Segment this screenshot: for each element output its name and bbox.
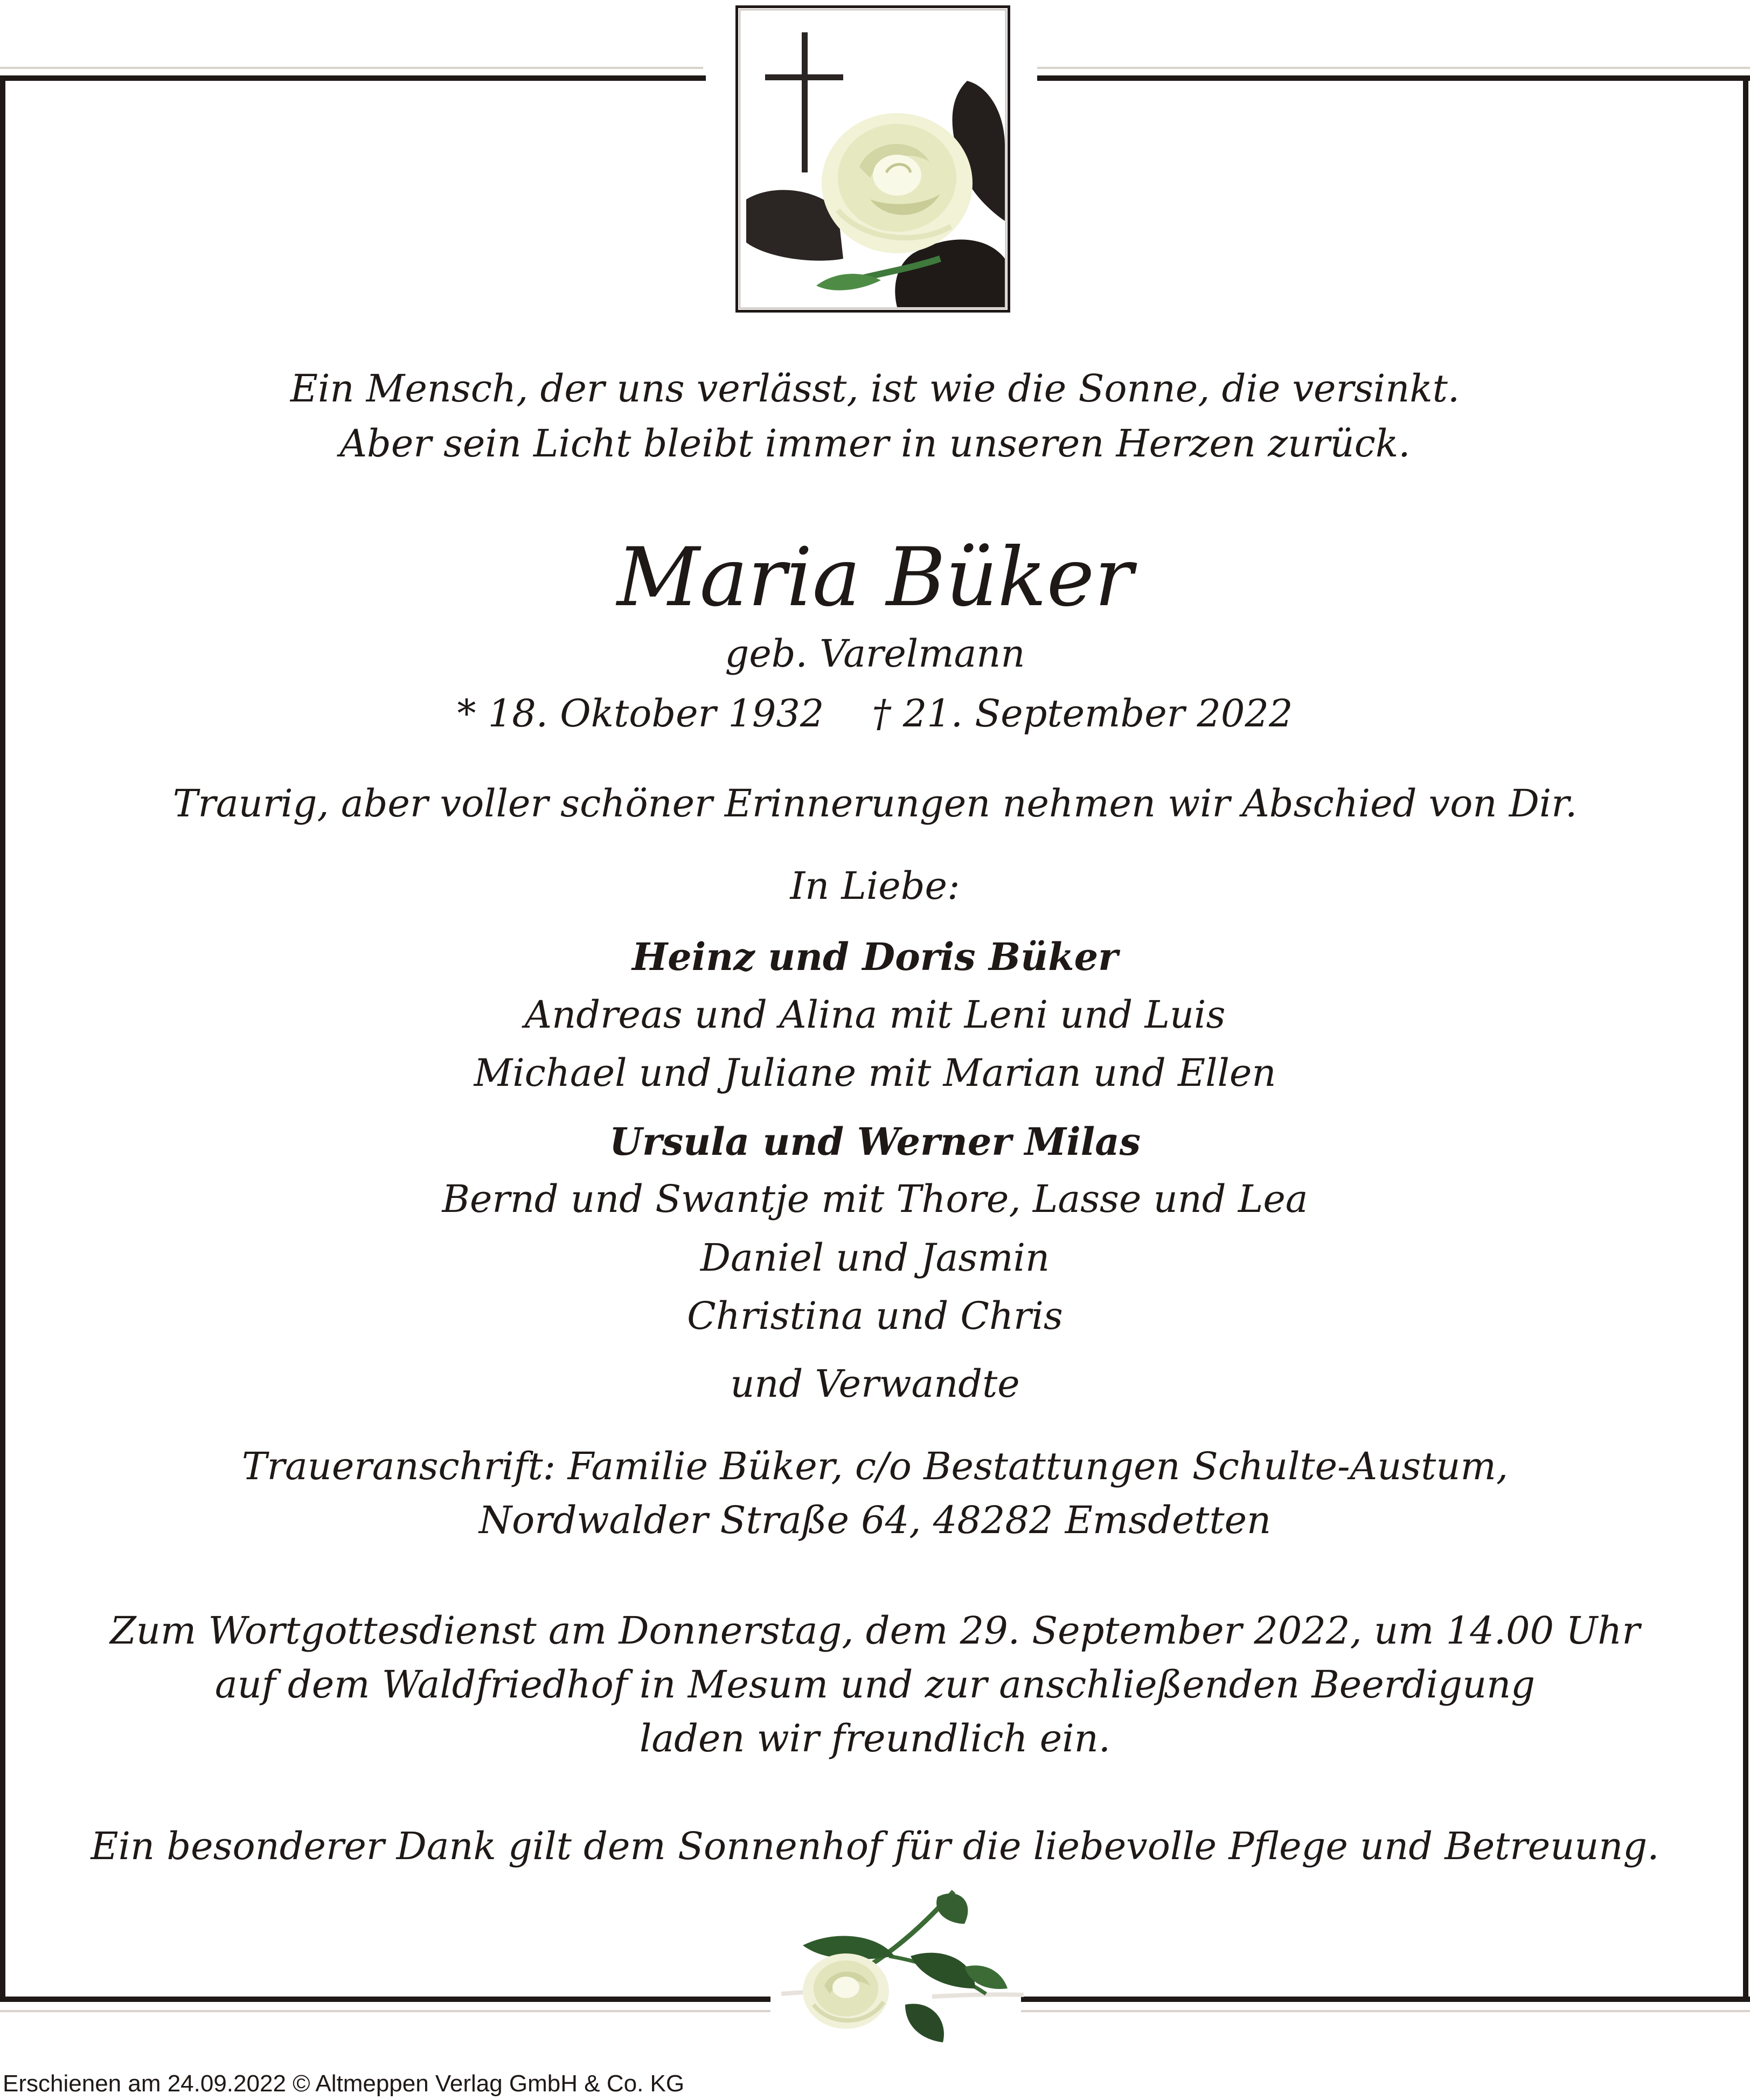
deceased-name: Maria Büker (616, 531, 1133, 625)
family-member: Andreas und Alina mit Leni und Luis (524, 993, 1226, 1037)
service-line-1: Zum Wortgottesdienst am Donnerstag, dem 29. September 2022, um 14.00 Uhr (110, 1609, 1640, 1653)
life-dates: * 18. Oktober 1932 † 21. September 2022 (457, 691, 1293, 736)
frame-bottom-left (0, 1997, 770, 2002)
address-line-1: Traueranschrift: Familie Büker, c/o Bestattungen Schulte-Austum, (241, 1444, 1509, 1488)
birth-name: geb. Varelmann (725, 632, 1025, 676)
frame-bottom-right (1021, 1997, 1750, 2002)
in-love-label: In Liebe: (790, 864, 960, 908)
frame-shadow-bottom-left (0, 2010, 770, 2012)
relatives-text: und Verwandte (730, 1362, 1020, 1406)
frame-left (0, 75, 5, 2002)
frame-shadow-top-left (0, 67, 703, 69)
farewell-text: Traurig, aber voller schöner Erinnerungen nehmen wir Abschied von Dir. (172, 781, 1578, 826)
publication-footer: Erschienen am 24.09.2022 © Altmeppen Verlag GmbH & Co. KG (3, 2070, 685, 2097)
family-head-2: Ursula und Werner Milas (609, 1119, 1141, 1164)
service-line-3: laden wir freundlich ein. (640, 1716, 1110, 1761)
thanks-text: Ein besonderer Dank gilt dem Sonnenhof für die liebevolle Pflege und Betreuung. (91, 1824, 1659, 1868)
address-line-2: Nordwalder Straße 64, 48282 Emsdetten (478, 1498, 1272, 1542)
quote-line-1: Ein Mensch, der uns verlässt, ist wie die Sonne, die versinkt. (290, 366, 1460, 411)
frame-shadow-bottom-right (1021, 2010, 1750, 2012)
quote-line-2: Aber sein Licht bleibt immer in unseren Herzen zurück. (339, 421, 1411, 466)
frame-shadow-top-right (1037, 67, 1750, 69)
family-member: Bernd und Swantje mit Thore, Lasse und Lea (442, 1177, 1308, 1221)
family-member: Christina und Chris (687, 1294, 1063, 1338)
family-member: Michael und Juliane mit Marian und Ellen (474, 1051, 1276, 1095)
family-member: Daniel und Jasmin (700, 1236, 1050, 1280)
cross-rose-icon (735, 5, 1010, 313)
frame-right (1743, 75, 1748, 2002)
frame-top-right (1037, 75, 1750, 81)
family-head-1: Heinz und Doris Büker (631, 934, 1118, 979)
service-line-2: auf dem Waldfriedhof in Mesum und zur anschließenden Beerdigung (214, 1662, 1536, 1707)
frame-top-left (0, 75, 706, 81)
white-rose-icon (770, 1881, 1024, 2048)
